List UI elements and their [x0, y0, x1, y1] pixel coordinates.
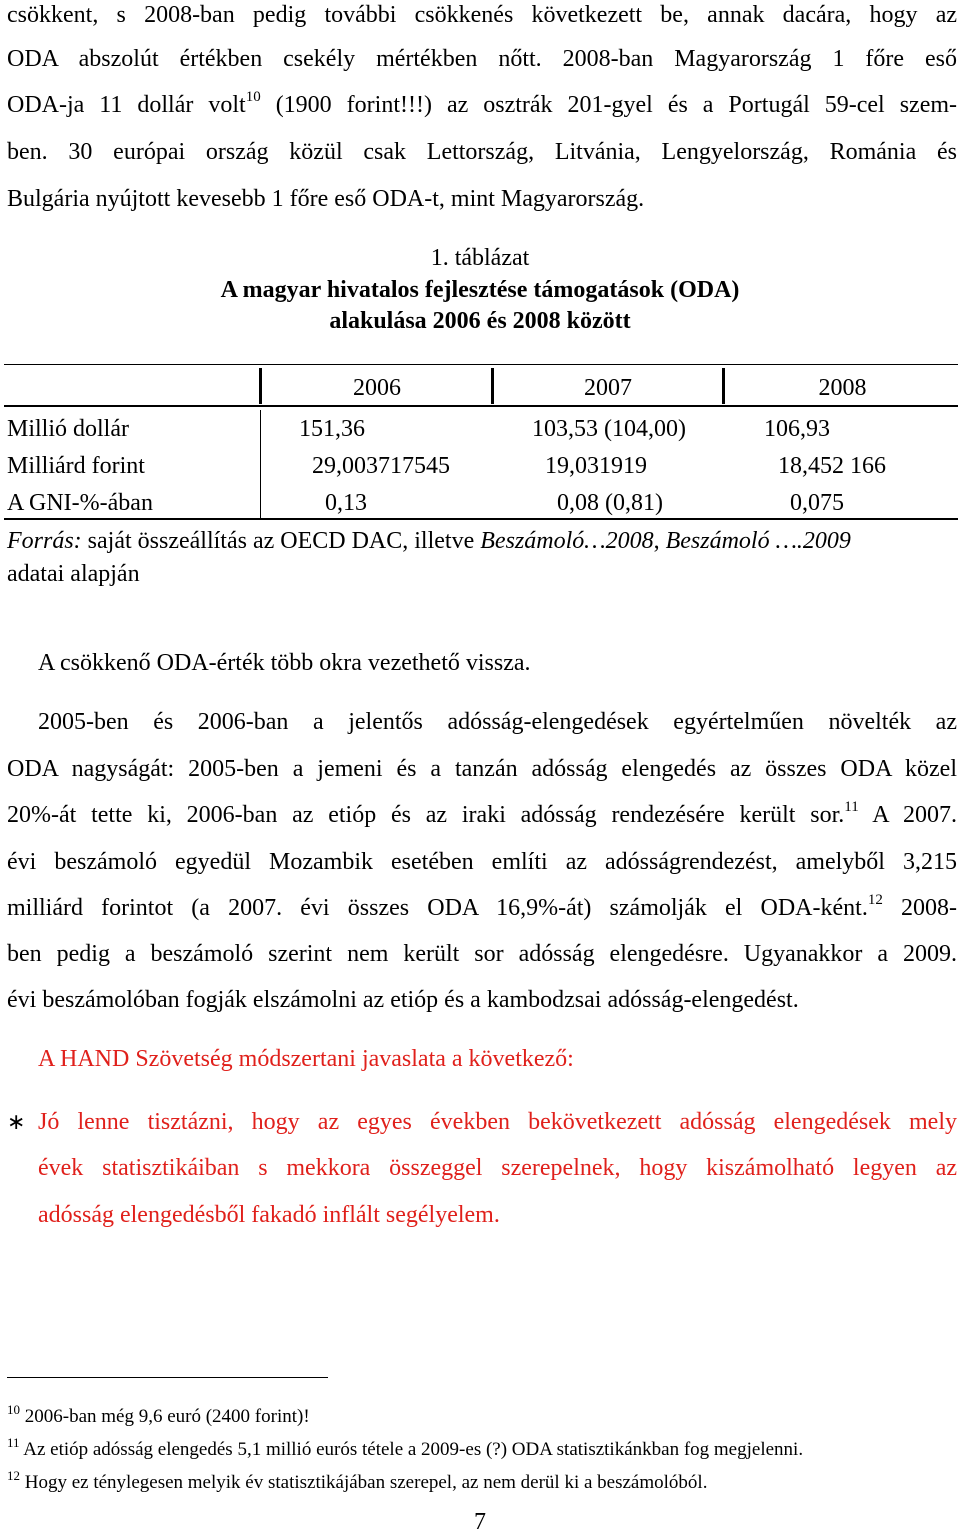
row-label: Millió dollár	[7, 416, 129, 442]
recommendation-text: adósság elengedésből fakadó inflált segélyelem.	[38, 1202, 500, 1228]
body-text-line: évi beszámoló egyedül Mozambik esetében említi az adósságrendezést, amelyből 3,215	[7, 849, 957, 875]
bullet-icon: ∗	[7, 1109, 26, 1134]
footnote-ref: 10	[245, 89, 261, 105]
table-cell: 103,53 (104,00)	[532, 416, 686, 442]
table-cell: 0,08 (0,81)	[557, 490, 663, 516]
table-cell: 0,13	[325, 490, 367, 516]
footnote-separator	[7, 1377, 328, 1378]
body-text-line: 20%-át tette ki, 2006-ban az etióp és az iraki adósság rendezésére került sor.$^{11}$ A 2007.	[7, 799, 957, 828]
footnote: $^{11}$ Az etióp adósság elengedés 5,1 millió eurós tétele a 2009-es (?) ODA statisztikánkban fog megjelenni.	[7, 1435, 804, 1460]
body-text-line: A csökkenő ODA-érték több okra vezethető vissza.	[38, 650, 531, 676]
table-cell: 18,452 166	[778, 453, 886, 479]
body-text-line: Bulgária nyújtott kevesebb 1 főre eső ODA-t, mint Magyarország.	[7, 186, 645, 212]
table-header: 2008	[818, 375, 867, 401]
recommendation-heading: A HAND Szövetség módszertani javaslata a következő:	[38, 1046, 574, 1072]
table-header: 2007	[584, 375, 632, 401]
table-number: 1. táblázat	[430, 245, 530, 271]
table-cell: 106,93	[764, 416, 830, 442]
body-text-line: 2005-ben és 2006-ban a jelentős adósság-elengedések egyértelműen növelték az	[38, 709, 957, 735]
table-cell: 151,36	[299, 416, 365, 442]
recommendation-text: évek statisztikáiban s mekkora összeggel szerepelnek, hogy kiszámolható legyen az	[38, 1155, 957, 1181]
table-cell: 29,003717545	[312, 453, 450, 479]
row-label: A GNI-%-ában	[7, 490, 153, 516]
footnote-ref: 12	[867, 892, 883, 908]
table-source: Forrás: saját összeállítás az OECD DAC, illetve Beszámoló…2008, Beszámoló ….2009	[7, 528, 851, 554]
body-text-line: ODA abszolút értékben csekély mértékben nőtt. 2008-ban Magyarország 1 főre eső	[7, 46, 957, 72]
body-text-line: csökkent, s 2008-ban pedig további csökkenés következett be, annak dacára, hogy az	[7, 2, 957, 28]
table-top-rule	[4, 364, 958, 365]
footnote: $^{12}$ Hogy ez ténylegesen melyik év statisztikájában szerepel, az nem derül ki a beszámolóból.	[7, 1468, 708, 1493]
page-number: 7	[474, 1509, 486, 1535]
table-title: alakulása 2006 és 2008 között	[329, 308, 631, 334]
body-text-line: milliárd forintot (a 2007. évi összes ODA 16,9%-át) számolják el ODA-ként.$^{12}$ 2008-	[7, 892, 957, 921]
table-bottom-rule	[4, 518, 958, 520]
footnote: $^{10}$ 2006-ban még 9,6 euró (2400 forint)!	[7, 1402, 310, 1427]
body-text-line: ben. 30 európai ország közül csak Lettország, Litvánia, Lengyelország, Románia és	[7, 139, 957, 165]
table-title: A magyar hivatalos fejlesztése támogatások (ODA)	[220, 277, 740, 303]
table-divider	[260, 410, 261, 518]
table-source: adatai alapján	[7, 561, 140, 587]
body-text-line: ODA-ja 11 dollár volt$^{10}$ (1900 forint!!!) az osztrák 201-gyel és a Portugál 59-cel szem-	[7, 89, 958, 118]
recommendation-text: Jó lenne tisztázni, hogy az egyes években bekövetkezett adósság elengedések mely	[38, 1109, 957, 1135]
row-label: Milliárd forint	[7, 453, 145, 479]
body-text-line: évi beszámolóban fogják elszámolni az etióp és a kambodzsai adósság-elengedést.	[7, 987, 799, 1013]
table-header-rule	[4, 405, 958, 407]
table-cell: 0,075	[790, 490, 844, 516]
table-cell: 19,031919	[545, 453, 647, 479]
body-text-line: ODA nagyságát: 2005-ben a jemeni és a tanzán adósság elengedés az összes ODA közel	[7, 756, 957, 782]
body-text-line: ben pedig a beszámoló szerint nem került sor adósság elengedésre. Ugyanakkor a 2009.	[7, 941, 957, 967]
footnote-ref: 11	[844, 799, 859, 815]
table-header: 2006	[353, 375, 401, 401]
